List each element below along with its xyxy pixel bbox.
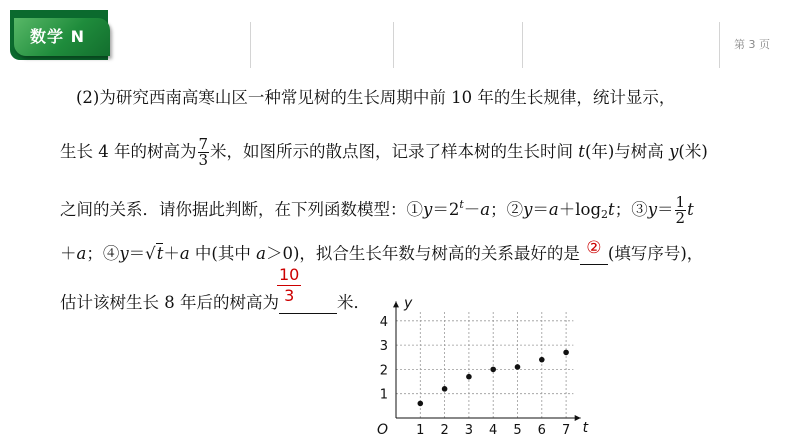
x-tick-label: 6	[537, 423, 546, 438]
subscript: 2	[601, 208, 609, 221]
var: y	[423, 200, 433, 219]
text: ＝	[657, 200, 674, 219]
data-point	[539, 357, 545, 363]
var: a	[76, 244, 87, 263]
numerator: 7	[198, 135, 209, 153]
text: －	[463, 200, 481, 219]
text: ；②	[490, 200, 524, 219]
problem-line-1	[76, 88, 675, 108]
text: ＋	[60, 244, 77, 263]
x-axis-label: t	[582, 420, 589, 436]
text: ＝2	[432, 200, 460, 219]
answer-1: ②	[586, 238, 602, 258]
text: ＋	[163, 244, 180, 263]
data-point	[466, 374, 472, 380]
var: y	[119, 244, 129, 263]
x-tick-label: 2	[440, 423, 449, 438]
text: (米)	[678, 142, 708, 161]
var: a	[480, 200, 491, 219]
x-tick-label: 1	[416, 423, 425, 438]
x-tick-label: 5	[513, 423, 522, 438]
header-divider	[522, 22, 523, 68]
var: y	[647, 200, 658, 219]
problem-line-3	[60, 195, 694, 226]
data-point	[418, 401, 424, 407]
y-axis-label: y	[404, 295, 413, 312]
problem-line-2	[60, 137, 708, 168]
data-point	[490, 367, 496, 373]
problem-line-4	[60, 238, 704, 265]
text: ＝	[128, 244, 146, 263]
sqrt-symbol: √	[145, 244, 156, 263]
text: (2)为研究西南高寒山区一种常见树的生长周期中前 10 年的生长规律，统计显示，	[76, 88, 676, 107]
x-tick-label: 7	[561, 423, 571, 438]
origin-label: O	[376, 422, 388, 438]
var: a	[548, 200, 559, 219]
y-tick-label: 2	[379, 363, 388, 379]
text: ；③	[614, 200, 648, 219]
text: ＞0)，拟合生长年数与树高的关系最好的是	[265, 244, 580, 263]
answer-2-numerator: 10	[279, 265, 300, 284]
answer-2-denominator: 3	[277, 285, 301, 304]
y-axis-arrow	[393, 301, 399, 307]
x-axis-arrow	[575, 415, 581, 421]
scatter-plot	[362, 280, 602, 444]
text: 中(其中	[189, 244, 257, 263]
header	[0, 0, 794, 60]
text: ＋log	[558, 200, 602, 219]
text: (填写序号)，	[607, 244, 704, 263]
fraction-1-2	[675, 195, 687, 226]
text: 米，如图所示的散点图，记录了样本树的生长时间	[210, 142, 579, 161]
text: 生长 4 年的树高为	[60, 142, 197, 161]
denominator: 3	[198, 151, 209, 169]
text: 米．	[337, 293, 370, 312]
var: a	[179, 244, 190, 263]
page-number: 第 3 页	[734, 38, 770, 51]
header-divider	[250, 22, 251, 68]
subject-tab[interactable]: 数学 N	[14, 18, 110, 56]
text: 之间的关系．请你据此判断，在下列函数模型：①	[60, 200, 423, 219]
text: (年)与树高	[584, 142, 670, 161]
var: a	[256, 244, 266, 263]
header-divider	[393, 22, 394, 68]
problem-line-5	[60, 293, 370, 314]
y-tick-label: 4	[379, 314, 388, 330]
data-point	[442, 386, 448, 392]
header-divider	[719, 22, 720, 68]
x-tick-label: 3	[464, 423, 474, 438]
var: y	[523, 200, 533, 219]
x-tick-label: 4	[489, 423, 498, 438]
var: t	[578, 142, 585, 161]
text: ；④	[86, 244, 120, 263]
denominator: 2	[675, 209, 686, 227]
text: 估计该树生长 8 年后的树高为	[60, 293, 279, 312]
var: y	[669, 142, 679, 161]
data-point	[563, 350, 569, 356]
answer-blank-1[interactable]	[580, 238, 608, 265]
answer-2-fraction	[277, 267, 301, 304]
y-tick-label: 3	[379, 339, 388, 355]
fraction-7-3	[198, 137, 210, 168]
data-point	[515, 364, 521, 370]
y-tick-label: 1	[379, 387, 388, 403]
sqrt-radicand: t	[156, 244, 164, 263]
numerator: 1	[675, 193, 686, 211]
text: ＝	[532, 200, 549, 219]
var: t	[608, 200, 615, 219]
var: t	[687, 200, 694, 219]
superscript: t	[459, 198, 464, 211]
